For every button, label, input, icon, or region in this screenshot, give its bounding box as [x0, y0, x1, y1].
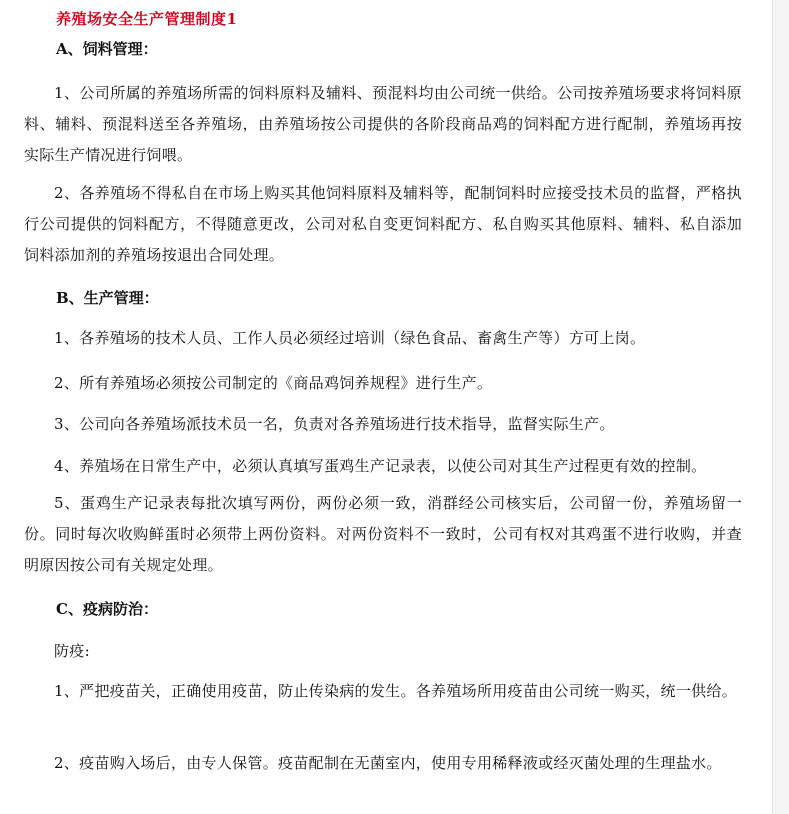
- document-title: 养殖场安全生产管理制度1: [56, 10, 238, 28]
- subheading-prevention: 防疫:: [54, 642, 90, 660]
- paragraph-production-2: 2、所有养殖场必须按公司制定的《商品鸡饲养规程》进行生产。: [54, 374, 493, 392]
- paragraph-production-3: 3、公司向各养殖场派技术员一名，负责对各养殖场进行技术指导，监督实际生产。: [54, 415, 615, 433]
- paragraph-feed-1: 1、公司所属的养殖场所需的饲料原料及辅料、预混料均由公司统一供给。公司按养殖场要求将饲料原料、辅料、预混料送至各养殖场，由养殖场按公司提供的各阶段商品鸡的饲料配方进行配制，养殖场再按实际生产情况进行饲喂。: [24, 84, 742, 164]
- paragraph-production-1: 1、各养殖场的技术人员、工作人员必须经过培训（绿色食品、畜禽生产等）方可上岗。: [54, 329, 646, 347]
- paragraph-disease-1: 1、严把疫苗关，正确使用疫苗，防止传染病的发生。各养殖场所用疫苗由公司统一购买，统一供给。: [54, 682, 738, 700]
- section-heading-disease: C、疫病防治：: [56, 600, 158, 618]
- paragraph-feed-2: 2、各养殖场不得私自在市场上购买其他饲料原料及辅料等，配制饲料时应接受技术员的监督，严格执行公司提供的饲料配方，不得随意更改，公司对私自变更饲料配方、私自购买其他原料、辅料、私自添加饲料添加剂的养殖场按退出合同处理。: [24, 184, 742, 264]
- paragraph-disease-2: 2、疫苗购入场后，由专人保管。疫苗配制在无菌室内，使用专用稀释液或经灭菌处理的生理盐水。: [54, 754, 722, 772]
- paragraph-production-5: 5、蛋鸡生产记录表每批次填写两份，两份必须一致，消群经公司核实后，公司留一份，养殖场留一份。同时每次收购鲜蛋时必须带上两份资料。对两份资料不一致时，公司有权对其鸡蛋不进行收购，并查明原因按公司有关规定处理。: [24, 494, 742, 574]
- scrollbar-track[interactable]: [772, 0, 789, 814]
- section-heading-feed: A、饲料管理：: [56, 40, 158, 58]
- paragraph-production-4: 4、养殖场在日常生产中，必须认真填写蛋鸡生产记录表，以使公司对其生产过程更有效的控制。: [54, 457, 707, 475]
- section-heading-production: B、生产管理：: [56, 289, 159, 307]
